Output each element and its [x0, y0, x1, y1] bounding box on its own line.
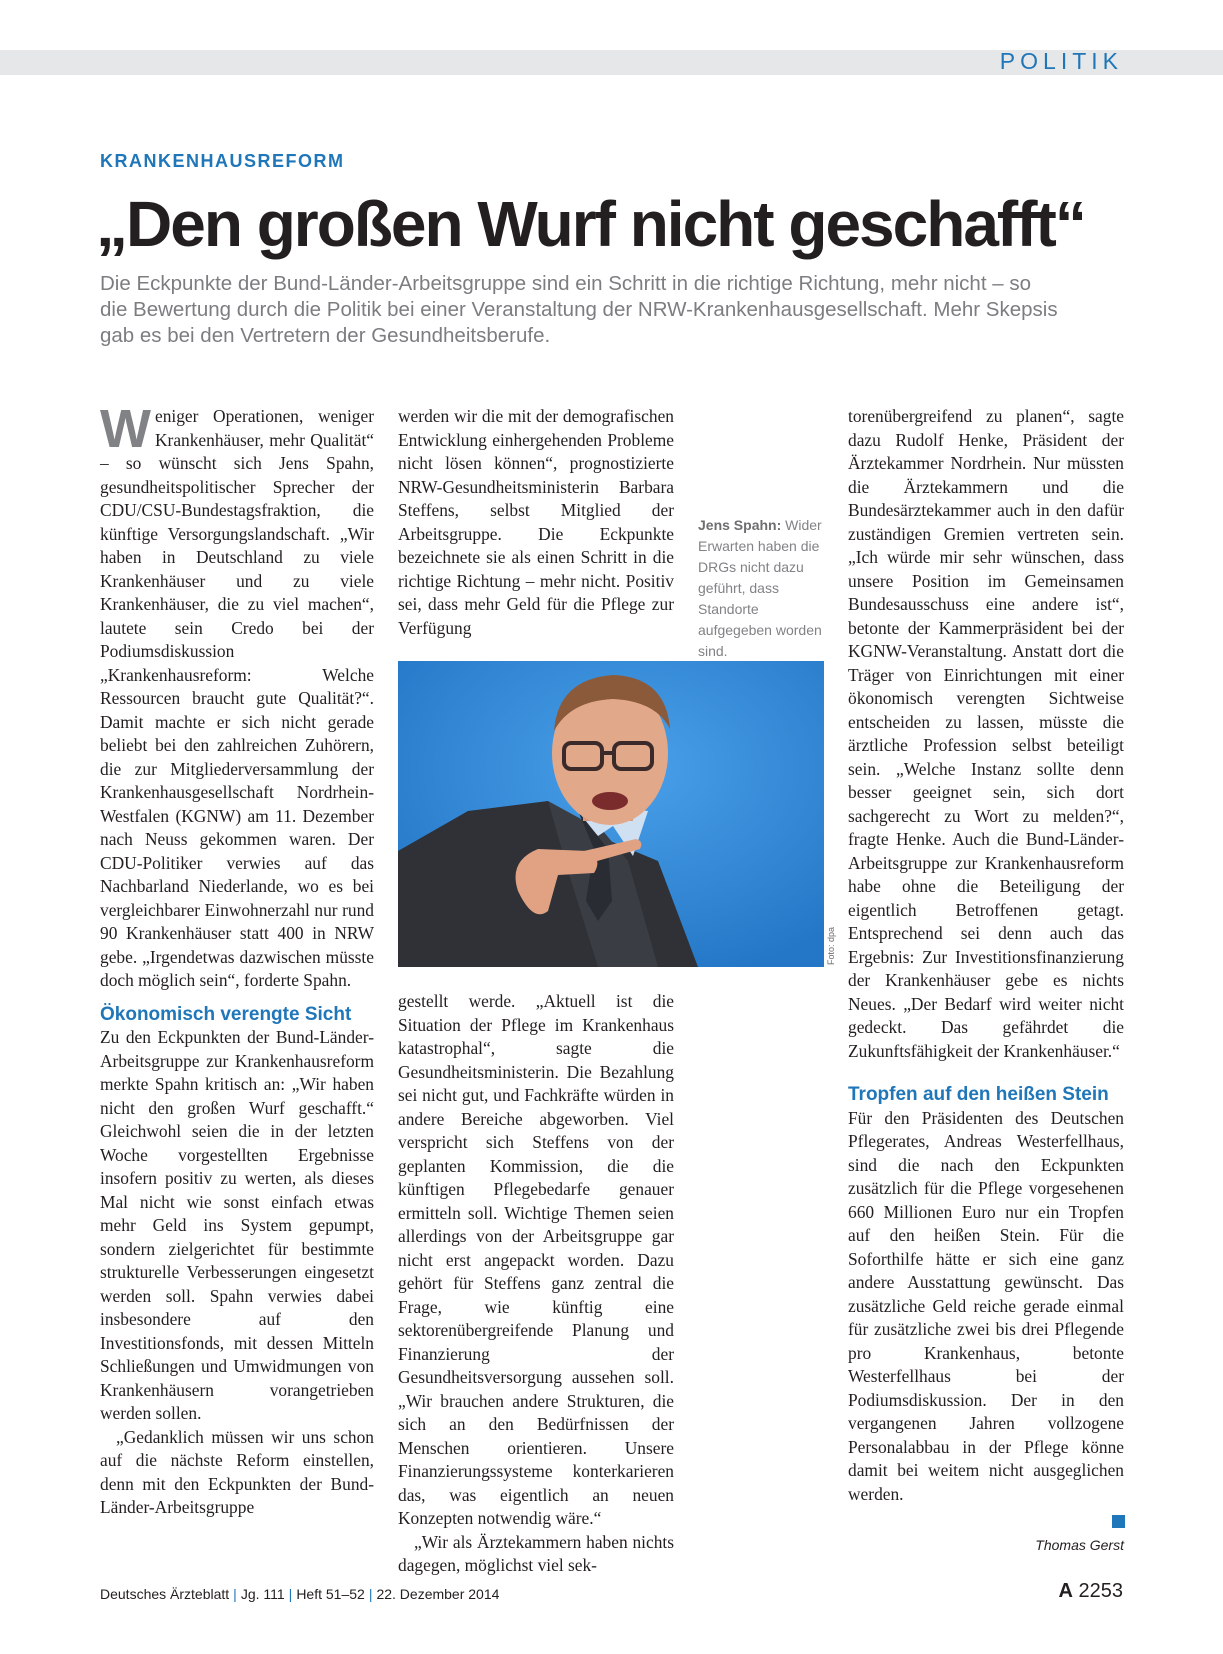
page-number [1058, 1580, 1123, 1603]
footer-journal: Deutsches Ärzteblatt [100, 1586, 230, 1602]
article-headline: „Den großen Wurf nicht geschafft“ [96, 188, 1085, 260]
footer-volume: Jg. 111 [240, 1586, 285, 1602]
col2-paragraph-1: gestellt werde. „Aktuell ist die Situation der Pflege im Krankenhaus katastrophal“, sagte die Gesundheitsministerin. Die Bezahlung sei nicht gut, und Fachkräfte würden in andere Bereiche abgeworben. Viel verspricht sich Steffens von der geplanten Kommission, die die künftigen Pflegebedarfe genauer ermitteln soll. Wichtige Themen seien allerdings von der Arbeitsgruppe gar nicht erst angepackt worden. Dazu gehört für Steffens ganz zentral die Frage, wie künftig eine sektorenübergreifende Planung und Finanzierung der Gesundheitsversorgung aussehen soll. „Wir brauchen andere Strukturen, die sich an den Bedürfnissen der Menschen orientieren. Unsere Finanzierungssysteme konterkarieren das, was eigentlich an neuen Konzepten notwendig wäre.“ [398, 991, 674, 1528]
article-kicker: KRANKENHAUSREFORM [100, 151, 345, 171]
portrait-illustration [398, 661, 824, 967]
column-1 [100, 399, 374, 1560]
footer-issue: Heft 51–52 [296, 1586, 365, 1602]
photo-jens-spahn [398, 661, 824, 967]
section-label: POLITIK [999, 48, 1123, 74]
col3-paragraph-2: Für den Präsidenten des Deutschen Pflegerates, Andreas Westerfellhaus, sind die nach den Eckpunkten zusätzlich für die Pflege vorgesehenen 660 Millionen Euro nur ein Tropfen auf den heißen Stein. Für die Soforthilfe hätte er sich eine ganz andere Ausstattung gewünscht. Das zusätzliche Geld reiche gerade einmal für zusätzliche zwei bis drei Pflegende pro Krankenhaus, betonte Westerfellhaus bei der Podiumsdiskussion. Der in den vergangenen Jahren vollzogene Personalabbau in der Pflege könne damit bei weitem nicht ausgeglichen werden. [848, 1107, 1124, 1504]
footer-citation: Deutsches Ärzteblatt | Jg. 111 | Heft 51–52 | 22. Dezember 2014 [100, 1586, 500, 1602]
col1-paragraph-2: Zu den Eckpunkten der Bund-Länder-Arbeitsgruppe zur Krankenhausreform merkte Spahn kritisch an: „Wir haben nicht den großen Wurf geschafft.“ Gleichwohl seien die in der letzten Woche vorgestellten Ergebnisse insofern positiv zu werten, als dieses Mal nicht wie sonst einfach etwas mehr Geld ins System gepumpt, sondern zielgerichtet für bestimmte strukturelle Verbesserungen eingesetzt werden soll. Spahn verwies dabei insbesondere auf den Investitionsfonds, mit dessen Mitteln Schließungen und Umwidmungen von Krankenhäusern vorangetrieben werden sollen. [100, 1027, 374, 1423]
column-2-top: werden wir die mit der demografischen Entwicklung einhergehenden Probleme nicht lösen können“, prognostizierte NRW-Gesundheitsministerin Barbara Steffens, selbst Mitglied der Arbeitsgruppe. Die Eckpunkte bezeichnete sie als einen Schritt in die richtige Richtung – mehr nicht. Positiv sei, dass mehr Geld für die Pflege zur Verfügung [398, 406, 674, 638]
column-3 [848, 405, 1124, 1506]
article-lead: Die Eckpunkte der Bund-Länder-Arbeitsgruppe sind ein Schritt in die richtige Richtung, mehr nicht – so die Bewertung durch die Politik bei einer Veranstaltung der NRW-Krankenhausgesellschaft. Mehr Skepsis gab es bei den Vertretern der Gesundheitsberufe. [100, 272, 1058, 347]
caption-text: Wider Erwarten haben die DRGs nicht dazu geführt, dass Standorte aufgegeben worden sind. [698, 517, 822, 659]
col2-paragraph-2: „Wir als Ärztekammern haben nichts dagegen, möglichst viel sek- [398, 1531, 674, 1575]
col1-paragraph-1: eniger Operationen, weniger Krankenhäuser, mehr Qualität“ – so wünscht sich Jens Spahn, gesundheitspolitischer Sprecher der CDU/CSU-Bundestagsfraktion, die künftige Versorgungslandschaft. „Wir haben in Deutschland zu viele Krankenhäuser und zu viele Krankenhäuser, die zu viel machen“, lautete sein Credo bei der Podiumsdiskussion „Krankenhausreform: Welche Ressourcen braucht gute Qualität?“. Damit machte er sich nicht gerade beliebt bei den zahlreichen Zuhörern, die zur Mitgliederversammlung der Krankenhausgesellschaft Nordrhein-Westfalen (KGNW) am 11. Dezember nach Neuss gekommen waren. Der CDU-Politiker verwies auf das Nachbarland Niederlande, wo es bei vergleichbarer Einwohnerzahl nur rund 90 Krankenhäuser statt 400 in NRW gebe. „Irgendetwas dazwischen müsste doch möglich sein“, forderte Spahn. [100, 406, 374, 990]
page-number-value: 2253 [1078, 1580, 1123, 1602]
col3-paragraph-1: torenübergreifend zu planen“, sagte dazu Rudolf Henke, Präsident der Ärztekammer Nordrhein. Nur müssten die Ärztekammern und die Bundesärztekammer auch in den dafür zuständigen Gremien vertreten sein. „Ich würde mir sehr wünschen, dass unsere Position im Gemeinsamen Bundesausschuss eine andere ist“, betonte der Kammerpräsident bei der KGNW-Veranstaltung. Anstatt dort die Träger von Einrichtungen mit einer ökonomisch verengten Sichtweise entscheiden zu lassen, müsste die ärztliche Profession selbst beteiligt sein. „Welche Instanz sollte denn besser geeignet sein, sich dort sachgerecht zu Wort zu melden?“, fragte Henke. Auch die Bund-Länder-Arbeitsgruppe zur Krankenhausreform habe ohne die Beteiligung der eigentlich Betroffenen getagt. Entsprechend sei denn auch das Ergebnis: Zur Investitionsfinanzierung der Krankenhäuser gebe es nichts Neues. „Der Bedarf wird weiter nicht gedeckt. Das gefährdet die Zukunftsfähigkeit der Krankenhäuser.“ [848, 406, 1124, 1061]
col1-paragraph-3: „Gedanklich müssen wir uns schon auf die nächste Reform einstellen, denn mit den Eckpunkten der Bund-Länder-Arbeitsgruppe [100, 1426, 374, 1517]
photo-caption [698, 515, 828, 662]
column-2-bottom [398, 990, 674, 1578]
page-prefix: A [1058, 1580, 1073, 1602]
subheading-oekonomisch: Ökonomisch verengte Sicht [100, 1003, 352, 1025]
photo-credit: Foto: dpa [826, 926, 836, 965]
caption-name: Jens Spahn: [698, 517, 782, 533]
drop-cap: W [100, 399, 151, 459]
author: Thomas Gerst [1035, 1537, 1124, 1553]
subheading-tropfen: Tropfen auf den heißen Stein [848, 1084, 1109, 1105]
end-mark-square [1112, 1515, 1125, 1528]
footer-date: 22. Dezember 2014 [376, 1586, 500, 1602]
